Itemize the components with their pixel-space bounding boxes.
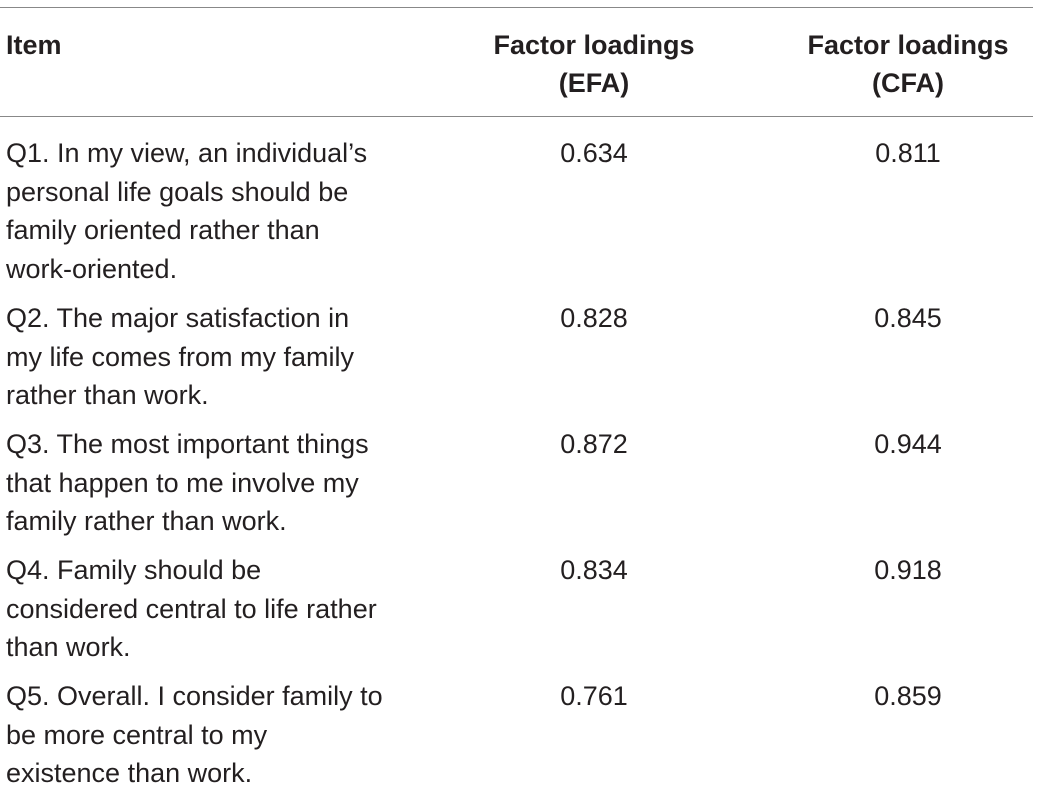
- cfa-cell: 0.859: [874, 681, 942, 711]
- efa-cell: 0.828: [560, 303, 628, 333]
- table-header-row: [0, 26, 1033, 106]
- efa-cell: 0.872: [560, 429, 628, 459]
- item-cell: Q1. In my view, an individual’s personal life goals should be family oriented rather than work-oriented.: [6, 138, 368, 284]
- header-efa-line2: (EFA): [558, 68, 630, 98]
- efa-cell: 0.834: [560, 555, 628, 585]
- header-cfa: [784, 26, 1032, 102]
- header-cfa-line2: (CFA): [872, 68, 944, 98]
- header-efa-line1: Factor loadings: [493, 30, 695, 60]
- table-top-rule: [0, 7, 1033, 8]
- cfa-cell: 0.845: [874, 303, 942, 333]
- header-item: Item: [6, 30, 62, 60]
- item-cell: Q4. Family should be considered central to life rather than work.: [6, 555, 377, 662]
- table-header-rule: [0, 116, 1033, 117]
- efa-cell: 0.634: [560, 138, 628, 168]
- cfa-cell: 0.944: [874, 429, 942, 459]
- item-cell: Q5. Overall. I consider family to be more central to my existence than work.: [6, 681, 383, 788]
- cfa-cell: 0.918: [874, 555, 942, 585]
- efa-cell: 0.761: [560, 681, 628, 711]
- item-cell: Q3. The most important things that happen to me involve my family rather than work.: [6, 429, 369, 536]
- item-cell: Q2. The major satisfaction in my life comes from my family rather than work.: [6, 303, 355, 410]
- header-cfa-line1: Factor loadings: [807, 30, 1009, 60]
- cfa-cell: 0.811: [875, 138, 941, 168]
- header-efa: [470, 26, 718, 102]
